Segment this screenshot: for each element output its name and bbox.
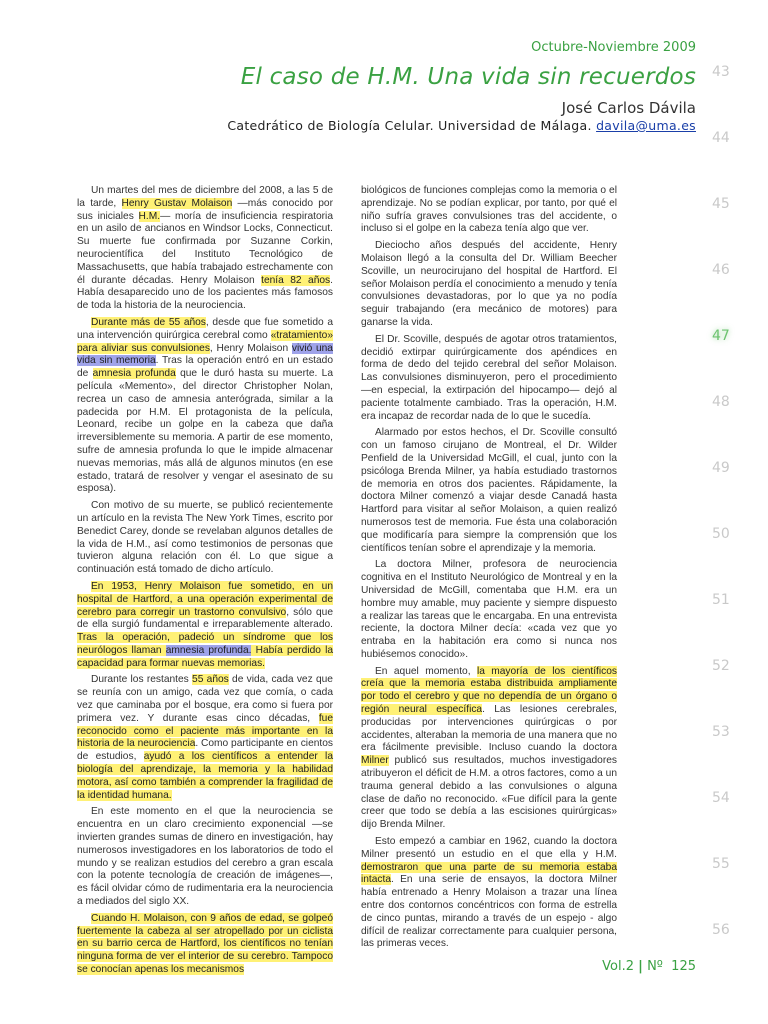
text-run: . Había desaparecido uno de los pacientes más famosos de toda la historia de la neurociencia. xyxy=(77,274,333,312)
yellow-highlight: fue reconocido como el paciente más importante en la historia de la neurociencia xyxy=(77,712,333,750)
issue-date: Octubre-Noviembre 2009 xyxy=(531,40,696,55)
footer-separator: | xyxy=(638,959,643,974)
text-run: Dieciocho años después del accidente, Henry Molaison llegó a la consulta del Dr. William Beecher Scoville, un neurocirujano del hospital de Hartford. El señor Molaison perdía el conocimiento a menudo y tenía convulsiones devastadoras, por lo que ya no podía seguir trabajando (era mecánico de motores) para ganarse la vida. xyxy=(361,240,617,328)
page-number-56[interactable]: 56 xyxy=(712,922,730,938)
yellow-highlight: H.M. xyxy=(138,210,161,222)
text-run: Un martes del mes de diciembre del 2008, a las 5 de la tarde, xyxy=(77,185,333,209)
text-run: biológicos de funciones complejas como la memoria o el aprendizaje. No se podían explicar, por tanto, por qué el niño sufría graves convulsiones tras del accidente, o incluso si el golpe en la cabeza tenía algo que ver. xyxy=(361,185,617,235)
text-run: . En una serie de ensayos, la doctora Milner había entrenado a Henry Molaison a trazar una línea entre dos contornos concéntricos con forma de estrella de cinco puntas, mirando a través de un espejo - algo difícil de realizar correctamente para cualquier persona, las primeras veces. xyxy=(361,874,617,950)
page-number-46[interactable]: 46 xyxy=(712,262,730,278)
affiliation-text: Catedrático de Biología Celular. Universidad de Málaga. xyxy=(227,118,592,133)
yellow-highlight: 55 años xyxy=(192,674,229,686)
paragraph xyxy=(361,185,617,236)
yellow-highlight: Había perdido la capacidad para formar nuevas memorias. xyxy=(77,644,334,669)
page-number-44[interactable]: 44 xyxy=(712,130,730,146)
yellow-highlight: Durante más de 55 años xyxy=(91,316,206,328)
issue-number: Nº 125 xyxy=(647,959,696,974)
violet-highlight: amnesia profunda. xyxy=(165,644,252,656)
violet-highlight: vivió una vida sin memoria xyxy=(77,342,333,367)
paragraph xyxy=(77,500,333,577)
yellow-highlight: Tras la operación, padeció un síndrome que los neurólogos llaman xyxy=(77,632,333,656)
paragraph xyxy=(361,836,617,951)
article-title: El caso de H.M. Una vida sin recuerdos xyxy=(240,64,696,90)
text-run: En este momento en el que la neurociencia se encuentra en un claro crecimiento exponencial —se invierten grandes sumas de dinero en investigación, hay numerosos investigadores en los laboratorios de todo el mundo y se realizan estudios del cerebro a gran escala con la potente tecnología de creación de imágenes—, es fácil olvidar cómo de rudimentaria era la neurociencia a mediados del siglo XX. xyxy=(77,806,333,908)
yellow-highlight: En 1953, Henry Molaison fue sometido, en un hospital de Hartford, a una operación experimental de cerebro para corregir un trastorno convulsivo xyxy=(77,580,333,618)
paragraph xyxy=(361,240,617,330)
text-run: El Dr. Scoville, después de agotar otros tratamientos, decidió extirpar quirúrgicamente dos apéndices en forma de dedo del tejido cerebral del señor Molaison. Las convulsiones disminuyeron, pero el procedimiento —en especial, la extirpación del hipocampo— dejó al paciente totalmente cambiado. Tras la operación, H.M. era incapaz de recordar nada de lo que le sucedía. xyxy=(361,333,617,422)
email-link[interactable]: davila@uma.es xyxy=(596,118,696,133)
paragraph xyxy=(77,581,333,671)
page-number-51[interactable]: 51 xyxy=(712,592,730,608)
text-run: . Como participante en cientos de estudios, xyxy=(77,738,333,763)
yellow-highlight: Milner xyxy=(361,755,389,767)
page-number-54[interactable]: 54 xyxy=(712,790,730,806)
yellow-highlight: amnesia profunda xyxy=(92,368,176,380)
paragraph xyxy=(361,427,617,555)
text-run: Durante los restantes xyxy=(91,674,193,686)
text-run: que le duró hasta su muerte. La película «Memento», del director Christopher Nolan, recrea un caso de amnesia anterógrada, similar a la padecida por H.M. El protagonista de la película, Leonard, recibe un golpe en la cabeza que daña irreversiblemente su memoria. A partir de ese momento, sufre de amnesia profunda lo que le impide almacenar nuevas memorias, más allá de algunos minutos (en ese estado, tratará de resolver y vengar el asesinato de su esposa). xyxy=(77,368,333,495)
author-affiliation xyxy=(227,118,696,133)
yellow-highlight: Cuando H. Molaison, con 9 años de edad, se golpeó fuertemente la cabeza al ser atropellado por un ciclista en su barrio cerca de Hartford, los científicos no tenían ninguna forma de ver el interior de su cerebro. Tampoco se conocían apenas los mecanismos xyxy=(77,912,333,976)
text-run: publicó sus resultados, muchos investigadores atribuyeron el déficit de H.M. a otros factores, como a un trauma general debido a las convulsiones o alguna clase de daño no reconocido. «Fue difícil para la gente creer que todo se debía a las escisiones quirúrgicas» dijo Brenda Milner. xyxy=(361,755,617,831)
paragraph xyxy=(77,913,333,977)
text-run: En aquel momento, xyxy=(375,665,477,677)
page-number-45[interactable]: 45 xyxy=(712,196,730,212)
text-run: , Henry Molaison xyxy=(209,342,292,354)
yellow-highlight: Henry Gustav Molaison xyxy=(121,197,233,209)
text-run: Con motivo de su muerte, se publicó recientemente un artículo en la revista The New York Times, escrito por Benedict Carey, donde se revelaban algunos detalles de la vida de H.M., así como testimonios de personas que tuvieron alguna relación con él. Lo que sigue a continuación está tomado de dicho artículo. xyxy=(77,500,333,576)
text-run: Alarmado por estos hechos, el Dr. Scoville consultó con un famoso cirujano de Montreal, el Dr. Wilder Penfield de la Universidad McGill, el cual, junto con la psicóloga Brenda Milner, ya había estudiado trastornos de memoria en otros dos pacientes. Rápidamente, la doctora Milner comenzó a viajar desde Canadá hasta Hartford para visitar al señor Molaison, a quien realizó numerosos test de memoria. Fue ésta una colaboración que modificaría para siempre la comprensión que los científicos tenían sobre el aprendizaje y la memoria. xyxy=(361,427,617,554)
page-footer xyxy=(602,959,696,974)
page-number-50[interactable]: 50 xyxy=(712,526,730,542)
paragraph xyxy=(77,317,333,496)
yellow-highlight: ayudó a los científicos a entender la biología del aprendizaje, la memoria y la habilidad motora, así como también a comprender la fragilidad de la identidad humana. xyxy=(77,751,333,801)
paragraph xyxy=(77,806,333,908)
text-run: La doctora Milner, profesora de neurociencia cognitiva en el Instituto Neurológico de Montreal y en la Universidad de McGill, comentaba que H.M. era un hombre muy amable, muy paciente y siempre dispuesto a realizar las tareas que le encargaba. En una entrevista reciente, la doctora Milner decía: «cada vez que yo entraba en la habitación era como si nunca nos hubiésemos conocido». xyxy=(361,559,617,660)
yellow-highlight: tenía 82 años xyxy=(261,274,331,286)
text-run: . Tras la operación entró en un estado de xyxy=(77,355,333,380)
page-number-47[interactable]: 47 xyxy=(712,328,730,344)
paragraph xyxy=(77,674,333,802)
text-run: , sólo que de ella surgió fundamental e irreparablemente alterado. xyxy=(77,606,333,631)
yellow-highlight: la mayoría de los científicos creía que la memoria estaba distribuida ampliamente por todo el cerebro y que no dependía de un órgano o región neural específica xyxy=(361,665,617,716)
text-run: de vida, cada vez que se reunía con un amigo, cada vez que comía, o cada vez que caminaba por el bosque, era como si fuera por primera vez. Y durante esas cinco décadas, xyxy=(77,674,333,724)
paragraph xyxy=(361,666,617,832)
text-run: . Las lesiones cerebrales, producidas por intervenciones quirúrgicas o por accidentes, alteraban la memoria de una manera que no era fácilmente previsible. Incluso cuando la doctora xyxy=(361,704,617,754)
page-number-49[interactable]: 49 xyxy=(712,460,730,476)
volume-label: Vol.2 xyxy=(602,959,635,974)
text-run: — moría de insuficiencia respiratoria en un asilo de ancianos en Windsor Locks, Connecticut. Su muerte fue confirmada por Suzanne Corkin, neurocientífica del Instituto Tecnológico de Massachusetts, que había trabajado estrechamente con él durante décadas. Henry Molaison xyxy=(77,210,333,286)
yellow-highlight: demostraron que una parte de su memoria estaba intacta xyxy=(361,861,617,886)
page-number-52[interactable]: 52 xyxy=(712,658,730,674)
left-column xyxy=(77,185,333,981)
paragraph xyxy=(361,559,617,661)
right-column xyxy=(361,185,617,955)
page-number-48[interactable]: 48 xyxy=(712,394,730,410)
text-run: Esto empezó a cambiar en 1962, cuando la doctora Milner presentó un estudio en el que ella y H.M. xyxy=(361,836,617,860)
paragraph xyxy=(361,334,617,424)
author-name: José Carlos Dávila xyxy=(561,99,696,117)
text-run: , desde que fue sometido a una intervención quirúrgica cerebral como xyxy=(77,316,333,341)
paragraph xyxy=(77,185,333,313)
text-run: —más conocido por sus iniciales xyxy=(77,197,333,222)
yellow-highlight: «tratamiento» para aliviar sus convulsiones xyxy=(77,329,333,354)
page-number-53[interactable]: 53 xyxy=(712,724,730,740)
page-number-43[interactable]: 43 xyxy=(712,64,730,80)
page-number-55[interactable]: 55 xyxy=(712,856,730,872)
